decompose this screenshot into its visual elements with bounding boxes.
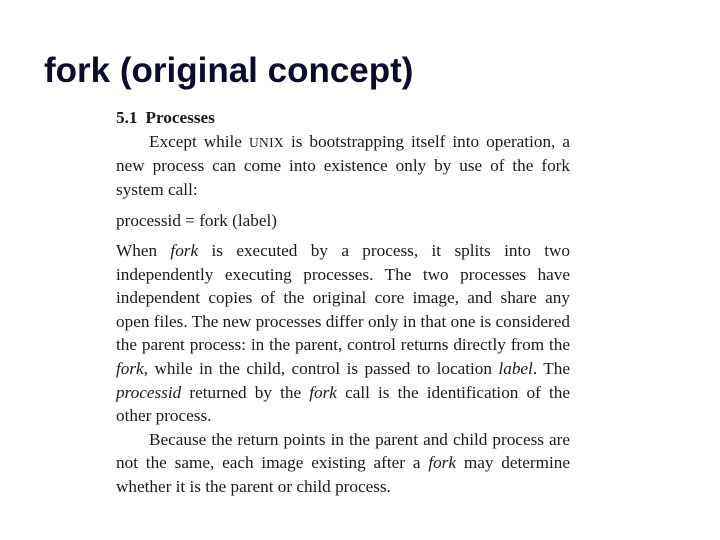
term-fork: fork [309,382,337,402]
unix-term: UNIX [248,134,284,150]
section-title: Processes [145,108,215,127]
term-fork: fork [116,358,144,378]
term-label: label [498,358,533,378]
paper-excerpt [116,106,570,499]
text-run: is bootstrapping itself into operation, a new process can come into existence only by use of the fork system call: [116,131,570,199]
text-run: call is the identification of the other process. [116,382,570,426]
term-fork: fork [428,453,456,473]
slide-title: fork (original concept) [44,51,414,90]
text-run: Except while [149,131,249,151]
text-run: When [116,240,171,260]
text-run: . The [532,358,570,378]
text-run: Because the return points in the parent and child process are not the same, each image existing after a [116,429,570,473]
text-run: , while in the child, control is passed to location [143,358,499,378]
paragraph-return-points [116,428,570,499]
text-run: may determine whether it is the parent or child process. [116,453,570,496]
term-processid: processid [116,382,182,402]
text-run: is executed by a process, it splits into two independently executing processes. The two processes have independent copies of the original core image, and share any open files. The new processes differ only in that one is considered the parent process: in the parent, control returns directly from the [116,240,571,355]
section-heading [116,106,570,130]
fork-call-syntax: processid = fork (label) [116,211,277,231]
paragraph-fork-semantics [116,239,570,428]
paragraph-intro [116,130,570,202]
text-run: returned by the [181,382,310,402]
section-number: 5.1 [116,108,138,127]
term-fork: fork [170,240,199,260]
